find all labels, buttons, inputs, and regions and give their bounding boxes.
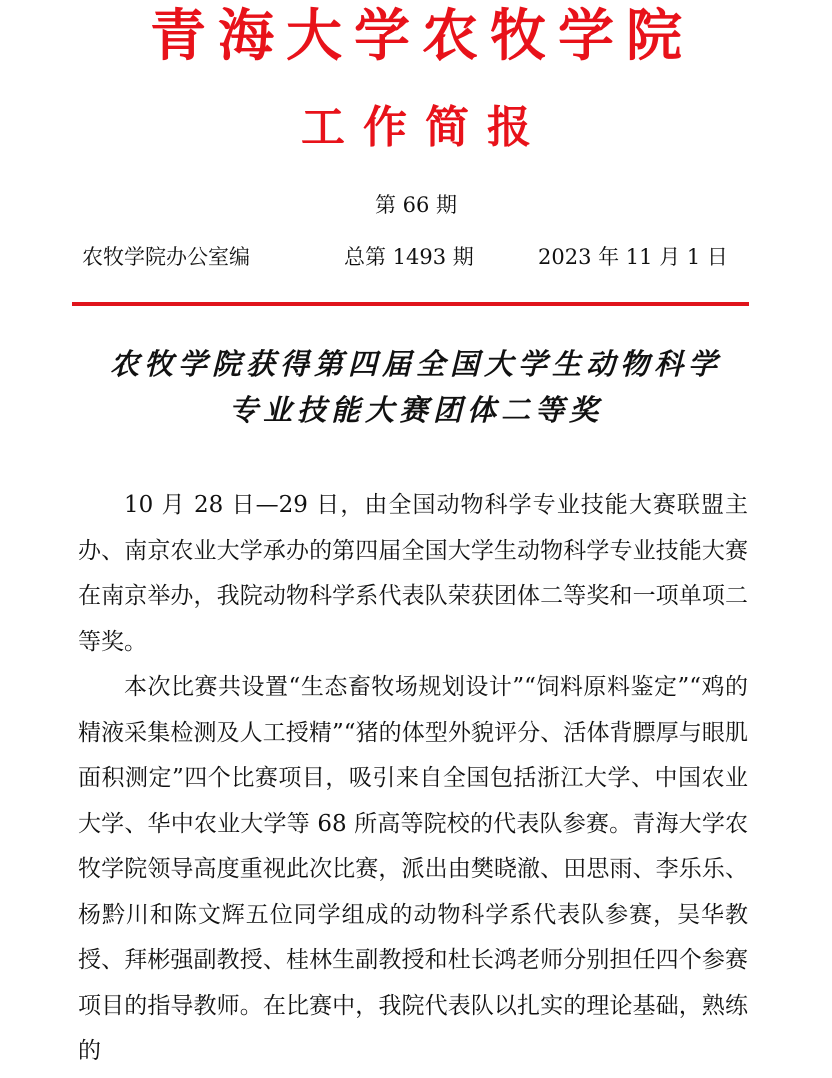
total-issue-label: 总第 1493 期: [344, 245, 474, 269]
masthead-divider: [72, 302, 749, 306]
article-body: [78, 483, 748, 1075]
editor-label: 农牧学院办公室编: [82, 245, 250, 269]
issue-number: 第 66 期: [374, 193, 458, 217]
article-headline-line1: 农牧学院获得第四届全国大学生动物科学: [109, 347, 722, 381]
publish-date: 2023 年 11 月 1 日: [538, 245, 728, 269]
masthead-subtitle: 工作简报: [301, 102, 549, 153]
article-paragraph-2: 本次比赛共设置“生态畜牧场规划设计”“饲料原料鉴定”“鸡的精液采集检测及人工授精”“猪的体型外貌评分、活体背膘厚与眼肌面积测定”四个比赛项目，吸引来自全国包括浙江大学、中国农业大学、华中农业大学等 68 所高等院校的代表队参赛。青海大学农牧学院领导高度重视此次比赛，派出由樊晓澈、田思雨、李乐乐、杨黔川和陈文辉五位同学组成的动物科学系代表队参赛，吴华教授、拜彬强副教授、桂林生副教授和杜长鸿老师分别担任四个参赛项目的指导教师。在比赛中，我院代表队以扎实的理论基础，熟练的: [78, 674, 748, 1064]
article-headline-line2: 专业技能大赛团体二等奖: [228, 393, 603, 427]
masthead-title: 青海大学农牧学院: [150, 3, 694, 69]
article-paragraph-1: 10 月 28 日—29 日，由全国动物科学专业技能大赛联盟主办、南京农业大学承办的第四届全国大学生动物科学专业技能大赛在南京举办，我院动物科学系代表队荣获团体二等奖和一项单项二等奖。: [78, 492, 748, 655]
